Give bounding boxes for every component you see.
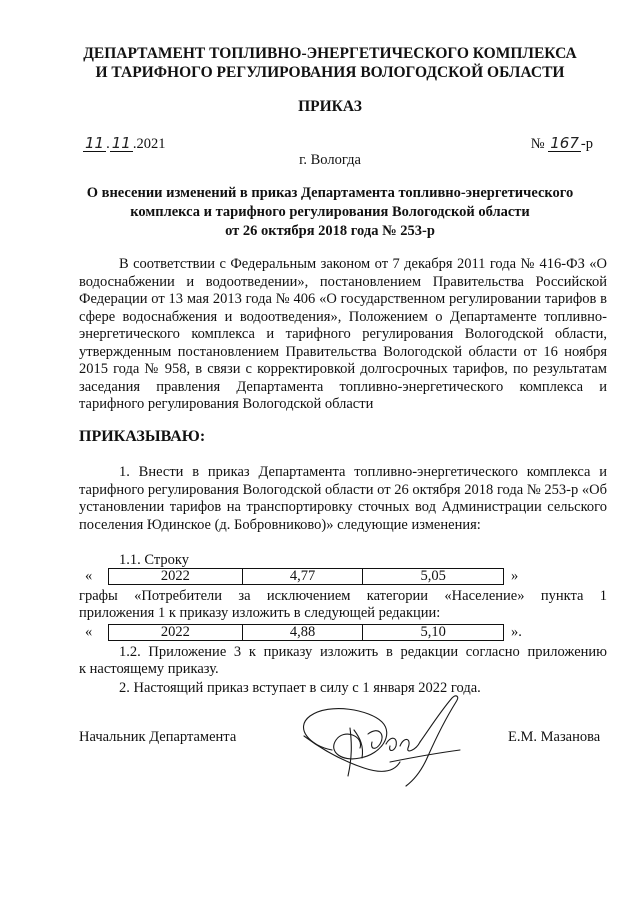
document-date [83, 136, 165, 153]
signature [290, 688, 470, 798]
signatory-name: Е.М. Мазанова [508, 729, 601, 745]
old-values-table [108, 568, 504, 585]
new-row-open-quote: « [85, 624, 93, 640]
old-value-b-cell: 5,05 [363, 569, 504, 585]
document-subject [70, 184, 590, 241]
document-number [531, 136, 593, 153]
organization-line-1: ДЕПАРТАМЕНТ ТОПЛИВНО-ЭНЕРГЕТИЧЕСКОГО КОМПЛЕКСА [83, 45, 577, 62]
date-year: .2021 [132, 136, 166, 152]
middle-line-2: приложения 1 к приказу изложить в следующей редакции: [79, 605, 441, 621]
number-value: 167 [550, 134, 579, 152]
middle-line-1: графы «Потребители за исключением категории «Население» пункта 1 [79, 588, 607, 604]
new-row [79, 624, 609, 641]
table-row [109, 569, 504, 585]
organization-name [70, 44, 590, 82]
subject-line-3: от 26 октября 2018 года № 253-р [225, 223, 435, 239]
document-type: ПРИКАЗ [298, 98, 362, 115]
item-2-paragraph: 2. Настоящий приказ вступает в силу с 1 января 2022 года. [119, 680, 481, 696]
old-year-cell: 2022 [109, 569, 243, 585]
old-value-a-cell: 4,77 [242, 569, 363, 585]
date-month: 11 [111, 134, 131, 152]
date-day: 11 [85, 134, 105, 152]
number-suffix: -р [580, 136, 593, 152]
item-1-2-line-2: к настоящему приказу. [79, 661, 219, 677]
item-1-paragraph: 1. Внести в приказ Департамента топливно-энергетического комплекса и тарифного регулирования Вологодской области от 26 октября 2018 года № 253-р «Об установлении тарифов на транспортировку сточных вод Администрации сельского поселения Юдинское (д. Бобровниково)» следующие изменения: [79, 464, 607, 533]
new-values-table [108, 624, 504, 641]
subject-line-2: комплекса и тарифного регулирования Вологодской области [130, 204, 530, 220]
new-row-close-quote: ». [511, 624, 522, 640]
table-row [109, 625, 504, 641]
item-1-2-line-1: 1.2. Приложение 3 к приказу изложить в редакции согласно приложению [119, 644, 607, 660]
preamble-paragraph: В соответствии с Федеральным законом от 7 декабря 2011 года № 416-ФЗ «О водоснабжении и водоотведении», постановлением Правительства Российской Федерации от 13 мая 2013 года № 406 «О государственном регулировании тарифов в сфере водоснабжения и водоотведения», Положением о Департаменте топливно-энергетического комплекса и тарифного регулирования Вологодской области, утвержденным постановлением Правительства Вологодской области от 16 ноября 2015 года № 958, в связи с корректировкой долгосрочных тарифов, по результатам заседания правления Департамента топливно-энергетического комплекса и тарифного регулирования Вологодской области [79, 256, 607, 412]
new-year-cell: 2022 [109, 625, 243, 641]
order-word: ПРИКАЗЫВАЮ: [79, 428, 206, 445]
old-row [79, 568, 609, 585]
new-value-b-cell: 5,10 [363, 625, 504, 641]
signatory-title: Начальник Департамента [79, 729, 237, 745]
signature-drawing [290, 688, 470, 798]
item-1-1-label: 1.1. Строку [119, 552, 189, 568]
subject-line-1: О внесении изменений в приказ Департамента топливно-энергетического [86, 185, 574, 201]
organization-line-2: И ТАРИФНОГО РЕГУЛИРОВАНИЯ ВОЛОГОДСКОЙ ОБЛАСТИ [95, 64, 565, 81]
old-row-open-quote: « [85, 568, 93, 584]
date-separator: . [106, 136, 110, 152]
old-row-close-quote: » [511, 568, 519, 584]
city: г. Вологда [299, 152, 361, 168]
new-value-a-cell: 4,88 [242, 625, 363, 641]
number-prefix: № [530, 136, 545, 152]
